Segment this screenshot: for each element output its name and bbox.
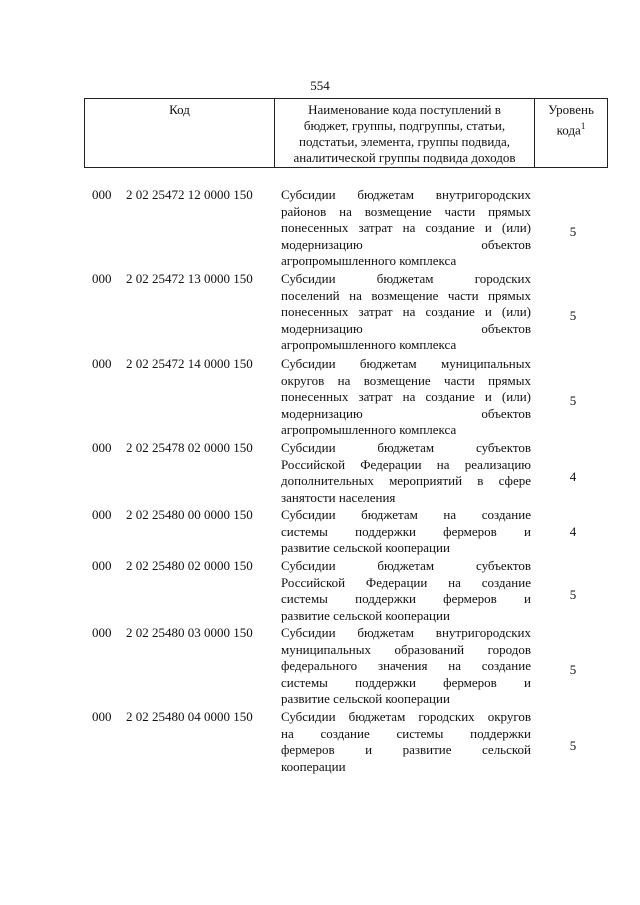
- income-name-line: модернизацию объектов: [281, 320, 531, 336]
- income-name-line: понесенных затрат на создание и (или): [281, 304, 531, 320]
- income-name: [281, 625, 531, 708]
- income-name-line: Субсидии бюджетам городских: [281, 271, 531, 286]
- income-code: 2 02 25480 00 0000 150: [126, 507, 253, 522]
- admin-code: 000: [92, 558, 112, 573]
- income-name-line: модернизацию объектов: [281, 405, 531, 421]
- income-name: [281, 558, 531, 624]
- income-name-line: Субсидии бюджетам муниципальных: [281, 356, 531, 371]
- income-name: [281, 187, 531, 270]
- income-name-line: поселений на возмещение части прямых: [281, 287, 531, 303]
- admin-code: 000: [92, 271, 112, 286]
- income-name: [281, 440, 531, 506]
- income-name-line: Субсидии бюджетам субъектов: [281, 440, 531, 455]
- income-name-line: Субсидии бюджетам городских округов: [281, 709, 531, 724]
- admin-code: 000: [92, 625, 112, 640]
- code-level: 5: [569, 393, 577, 409]
- income-name-line: районов на возмещение части прямых: [281, 203, 531, 219]
- admin-code: 000: [92, 356, 112, 371]
- income-name-line: Субсидии бюджетам субъектов: [281, 558, 531, 573]
- income-name-line: агропромышленного комплекса: [281, 253, 457, 269]
- admin-code: 000: [92, 507, 112, 522]
- admin-code: 000: [92, 709, 112, 724]
- header-name: [275, 99, 535, 168]
- income-name-line: системы поддержки фермеров и: [281, 523, 531, 539]
- income-name: [281, 271, 531, 354]
- income-name-line: развитие сельской кооперации: [281, 607, 450, 623]
- income-name-line: Российской Федерации на создание: [281, 574, 531, 590]
- income-name-line: на создание системы поддержки: [281, 725, 531, 741]
- income-name-line: модернизацию объектов: [281, 236, 531, 252]
- income-name-line: округов на возмещение части прямых: [281, 372, 531, 388]
- header-name-line: Наименование кода поступлений в: [308, 102, 501, 117]
- income-name-line: понесенных затрат на создание и (или): [281, 220, 531, 236]
- page-number: 554: [310, 78, 330, 93]
- table-header: [84, 98, 608, 168]
- income-code: 2 02 25472 12 0000 150: [126, 187, 253, 202]
- income-name-line: агропромышленного комплекса: [281, 337, 457, 353]
- admin-code: 000: [92, 440, 112, 455]
- code-level: 5: [569, 224, 577, 240]
- code-level: 5: [569, 737, 577, 753]
- income-name-line: понесенных затрат на создание и (или): [281, 389, 531, 405]
- code-level: 5: [569, 586, 577, 602]
- header-level-line: [535, 118, 607, 138]
- admin-code: 000: [92, 187, 112, 202]
- income-code: 2 02 25472 13 0000 150: [126, 271, 253, 286]
- footnote-marker: 1: [580, 121, 586, 131]
- income-code: 2 02 25472 14 0000 150: [126, 356, 253, 371]
- income-name: [281, 507, 531, 557]
- income-name-line: системы поддержки фермеров и: [281, 591, 531, 607]
- code-level: 4: [569, 468, 577, 484]
- code-level: 5: [569, 662, 577, 678]
- header-name-line: бюджет, группы, подгруппы, статьи,: [303, 118, 506, 133]
- header-level: [535, 99, 608, 168]
- income-name-line: Субсидии бюджетам на создание: [281, 507, 531, 522]
- header-name-line: аналитической группы подвида доходов: [293, 150, 516, 165]
- income-name-line: Субсидии бюджетам внутригородских: [281, 625, 531, 640]
- income-code: 2 02 25480 04 0000 150: [126, 709, 253, 724]
- income-name-line: федерального значения на создание: [281, 658, 531, 674]
- header-name-line: подстатьи, элемента, группы подвида,: [299, 134, 510, 149]
- income-name-line: кооперации: [281, 758, 346, 774]
- header-level-word: кода: [556, 122, 581, 138]
- income-name: [281, 709, 531, 775]
- income-name-line: фермеров и развитие сельской: [281, 742, 531, 758]
- income-name-line: Российской Федерации на реализацию: [281, 456, 531, 472]
- income-name-line: системы поддержки фермеров и: [281, 674, 531, 690]
- income-name-line: развитие сельской кооперации: [281, 691, 450, 707]
- income-name-line: развитие сельской кооперации: [281, 540, 450, 556]
- income-code: 2 02 25478 02 0000 150: [126, 440, 253, 455]
- income-code: 2 02 25480 03 0000 150: [126, 625, 253, 640]
- header-code: Код: [85, 99, 275, 168]
- income-code: 2 02 25480 02 0000 150: [126, 558, 253, 573]
- income-name: [281, 356, 531, 439]
- income-name-line: занятости населения: [281, 489, 396, 505]
- header-level-line: Уровень: [548, 102, 594, 117]
- income-name-line: агропромышленного комплекса: [281, 422, 457, 438]
- code-level: 4: [569, 523, 577, 539]
- income-name-line: муниципальных образований городов: [281, 641, 531, 657]
- income-name-line: Субсидии бюджетам внутригородских: [281, 187, 531, 202]
- code-level: 5: [569, 308, 577, 324]
- income-name-line: дополнительных мероприятий в сфере: [281, 473, 531, 489]
